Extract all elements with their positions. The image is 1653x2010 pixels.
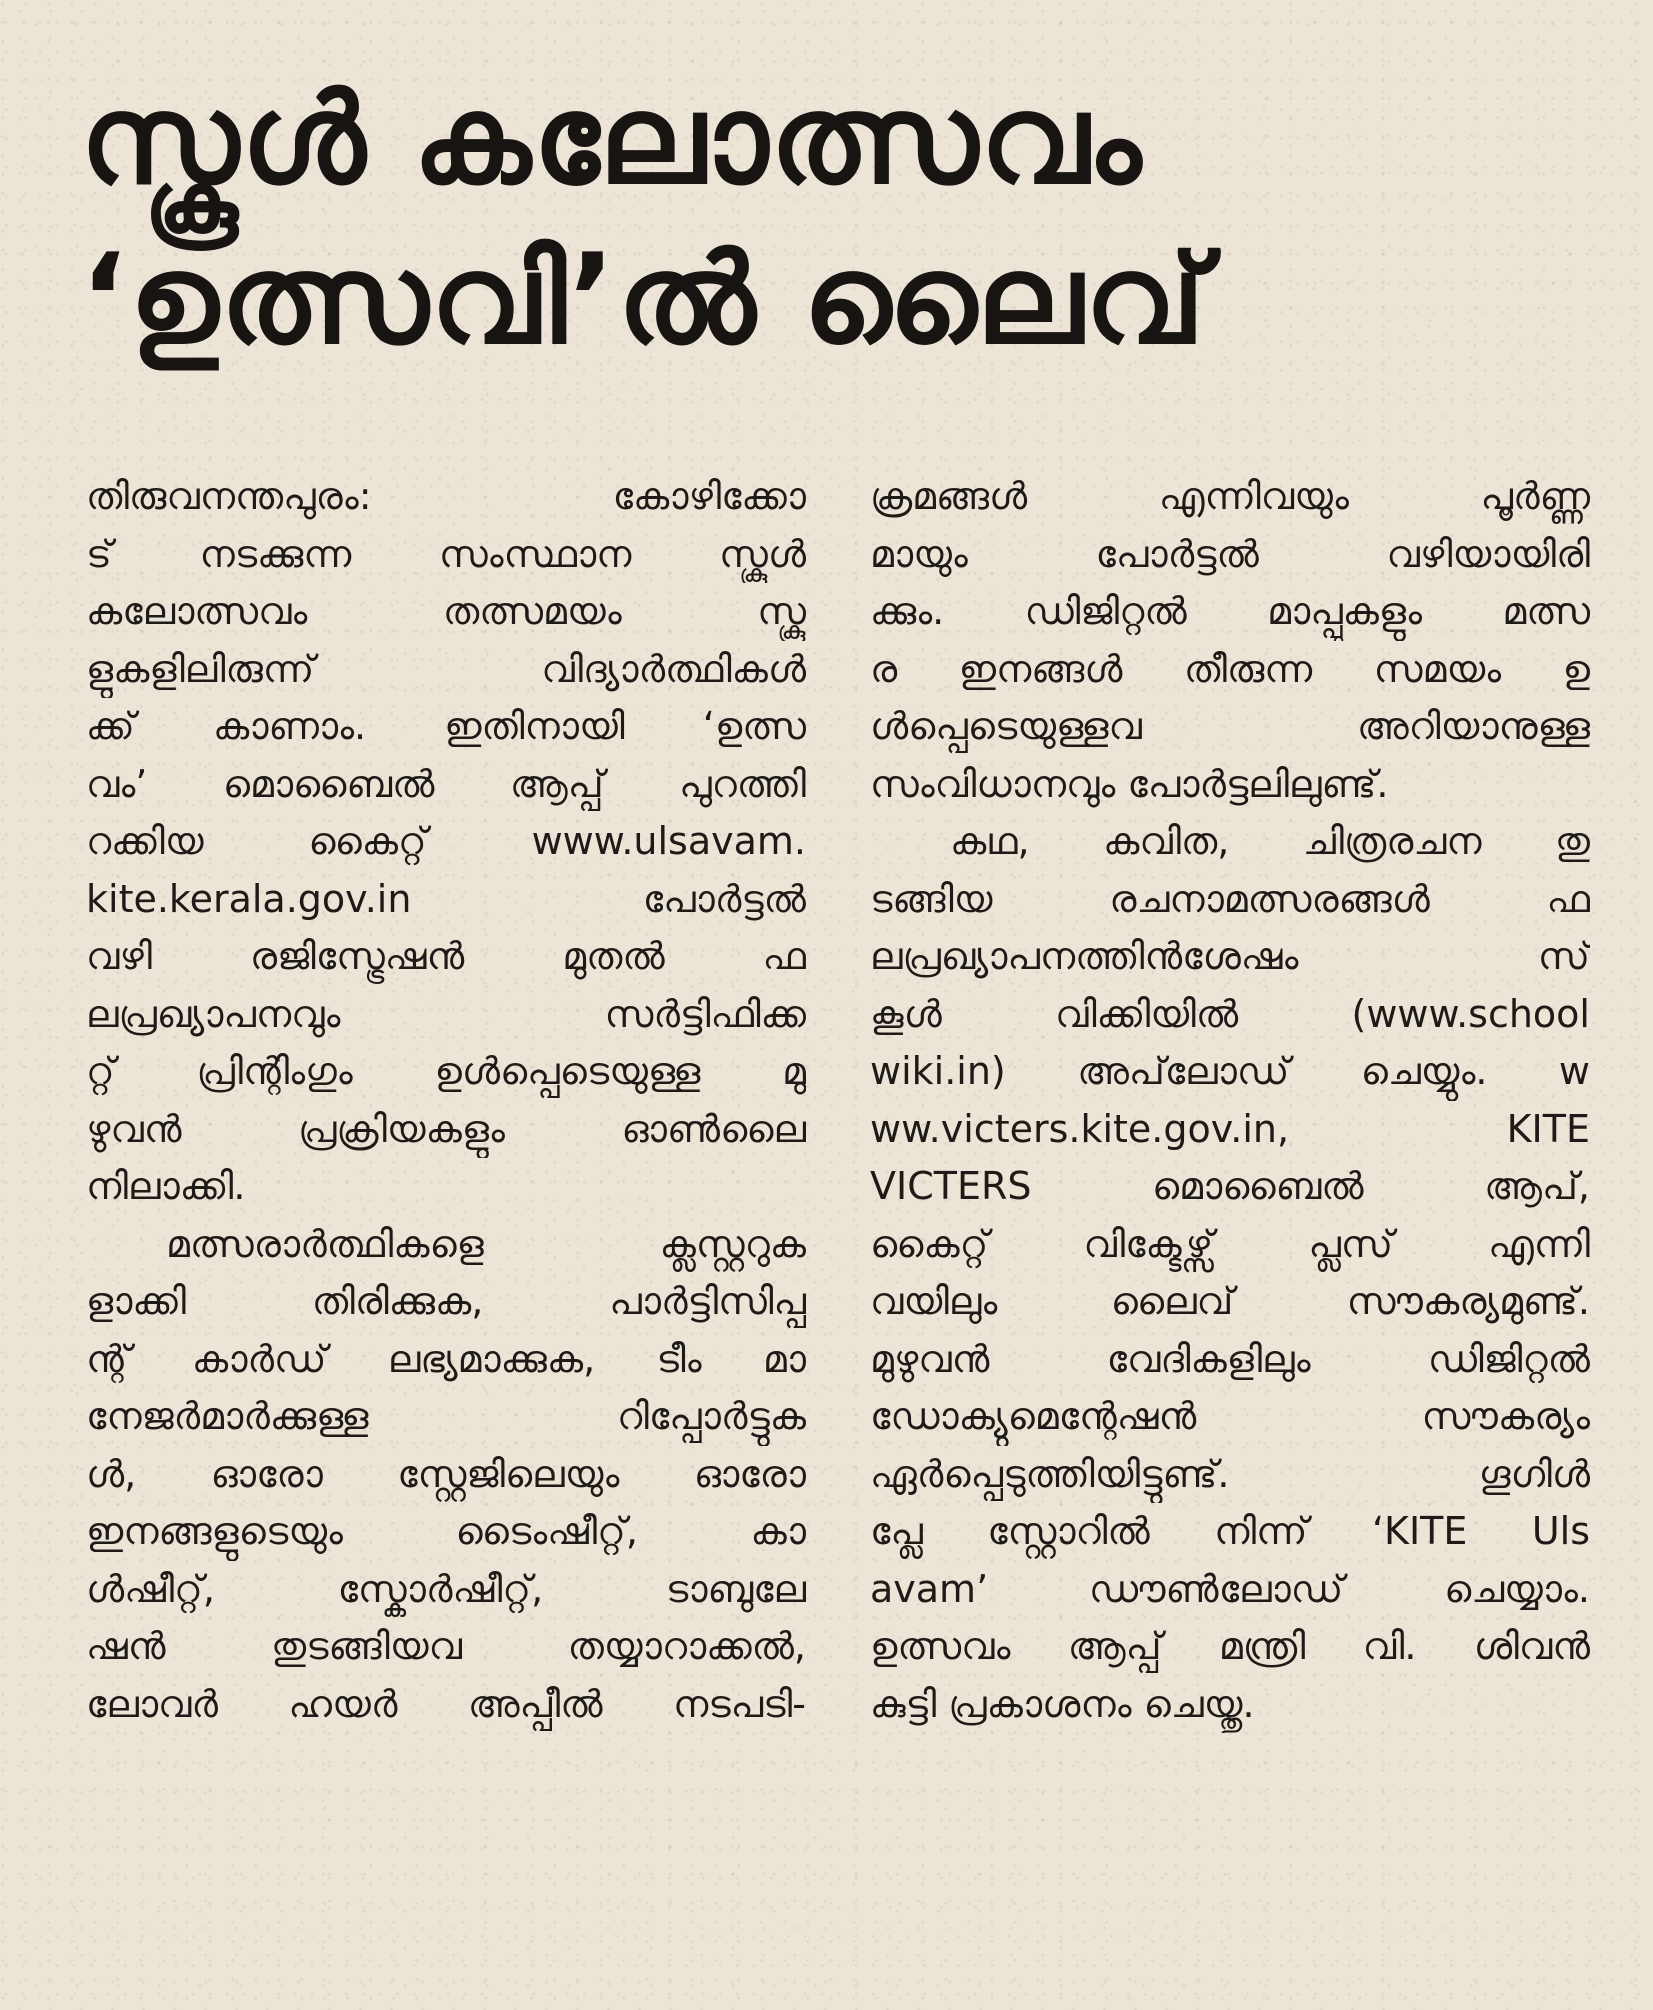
headline xyxy=(80,60,1560,380)
text-line: ഇനങ്ങളുടെയും ടൈംഷീറ്റ്, കാ xyxy=(86,1509,806,1553)
text-line: wiki.in) അപ്‌ലോഡ് ചെയ്യും. w xyxy=(870,1049,1590,1093)
text-line: VICTERS മൊബൈൽ ആപ്, xyxy=(870,1164,1590,1208)
text-line: കൂൾ വിക്കിയിൽ (www.school xyxy=(870,991,1590,1036)
paragraph-end-line: സംവിധാനവും പോർട്ടലിലുണ്ട്. xyxy=(870,761,1389,806)
text-line: കൈറ്റ് വിക്ടേഴ്സ് പ്ലസ് എന്നി xyxy=(870,1221,1590,1266)
text-line: വം’ മൊബൈൽ ആപ്പ് പുറത്തി xyxy=(86,761,806,806)
text-line: ടങ്ങിയ രചനാമത്സരങ്ങൾ ഫ xyxy=(870,876,1590,921)
text-line: ൾ, ഓരോ സ്റ്റേജിലെയും ഓരോ xyxy=(86,1451,806,1496)
text-line: ഷൻ തുടങ്ങിയവ തയ്യാറാക്കൽ, xyxy=(86,1624,806,1668)
text-line: റ്റ് പ്രിന്റിംഗും ഉൾപ്പെടെയുള്ള മു xyxy=(86,1049,806,1093)
text-line: avam’ ഡൗൺലോഡ് ചെയ്യാം. xyxy=(870,1566,1590,1611)
text-line: ലോവർ ഹയർ അപ്പീൽ നടപടി- xyxy=(86,1681,806,1726)
paragraph-start-line: മത്സരാർത്ഥികളെ ക്ലസ്റ്ററുക xyxy=(166,1221,806,1266)
text-line: വഴി രജിസ്ട്രേഷൻ മുതൽ ഫ xyxy=(86,934,806,978)
paragraph-end-line: കുട്ടി പ്രകാശനം ചെയ്തു. xyxy=(870,1681,1255,1726)
text-line: കലോത്സവം തത്സമയം സ്കൂ xyxy=(86,589,806,633)
text-line: ളാക്കി തിരിക്കുക, പാർട്ടിസിപ്പ xyxy=(86,1279,806,1323)
text-line: മായും പോർട്ടൽ വഴിയായിരി xyxy=(870,531,1590,576)
headline-line-1: സ്കൂൾ കലോത്സവം xyxy=(80,68,1143,212)
text-line: ഡോക്യുമെന്റേഷൻ സൗകര്യം xyxy=(870,1394,1590,1438)
article-column-left xyxy=(86,468,806,1733)
text-line: ക്കും. ഡിജിറ്റൽ മാപ്പുകളും മത്സ xyxy=(870,589,1590,633)
text-line: ലപ്രഖ്യാപനവും സർട്ടിഫിക്ക xyxy=(86,991,806,1036)
text-line: മുഴുവൻ വേദികളിലും ഡിജിറ്റൽ xyxy=(870,1336,1590,1381)
text-line: ന്റ് കാർഡ് ലഭ്യമാക്കുക, ടീം മാ xyxy=(86,1336,806,1381)
paragraph-end-line: നിലാക്കി. xyxy=(86,1164,246,1208)
text-line: പ്ലേ സ്റ്റോറിൽ നിന്ന് ‘KITE Uls xyxy=(870,1509,1590,1553)
paragraph-start-line: കഥ, കവിത, ചിത്രരചന തു xyxy=(950,819,1590,863)
text-line: ലപ്രഖ്യാപനത്തിൻശേഷം സ് xyxy=(870,934,1590,978)
text-line: ക്ക് കാണാം. ഇതിനായി ‘ഉത്സ xyxy=(86,704,806,748)
headline-line-2: ‘ഉത്സവി’ൽ ലൈവ് xyxy=(80,228,1207,372)
text-line: ഴുവൻ പ്രക്രിയകളും ഓൺലൈ xyxy=(86,1106,806,1151)
text-line: ട് നടക്കുന്ന സംസ്ഥാന സ്കൂൾ xyxy=(86,531,806,576)
text-line: റക്കിയ കൈറ്റ് www.ulsavam. xyxy=(86,819,806,863)
text-line: നേജർമാർക്കുള്ള റിപ്പോർട്ടുക xyxy=(86,1394,806,1438)
text-line: തിരുവനന്തപുരം: കോഴിക്കോ xyxy=(86,474,806,518)
text-line: ൾപ്പെടെയുള്ളവ അറിയാനുള്ള xyxy=(870,704,1590,748)
text-line: ഏർപ്പെടുത്തിയിട്ടുണ്ട്. ഗൂഗിൾ xyxy=(870,1451,1590,1496)
text-line: kite.kerala.gov.in പോർട്ടൽ xyxy=(86,876,806,921)
text-line: ക്രമങ്ങൾ എന്നിവയും പൂർണ്ണ xyxy=(870,474,1590,518)
text-line: ഉത്സവം ആപ്പ് മന്ത്രി വി. ശിവൻ xyxy=(870,1624,1590,1668)
article-column-right xyxy=(870,468,1590,1733)
text-line: ളുകളിലിരുന്ന് വിദ്യാർത്ഥികൾ xyxy=(86,646,806,691)
text-line: വയിലും ലൈവ് സൗകര്യമുണ്ട്. xyxy=(870,1279,1590,1323)
text-line: ര ഇനങ്ങൾ തീരുന്ന സമയം ഉ xyxy=(870,646,1590,691)
text-line: ww.victers.kite.gov.in, KITE xyxy=(870,1106,1590,1151)
text-line: ൾഷീറ്റ്, സ്കോർഷീറ്റ്, ടാബുലേ xyxy=(86,1566,806,1611)
